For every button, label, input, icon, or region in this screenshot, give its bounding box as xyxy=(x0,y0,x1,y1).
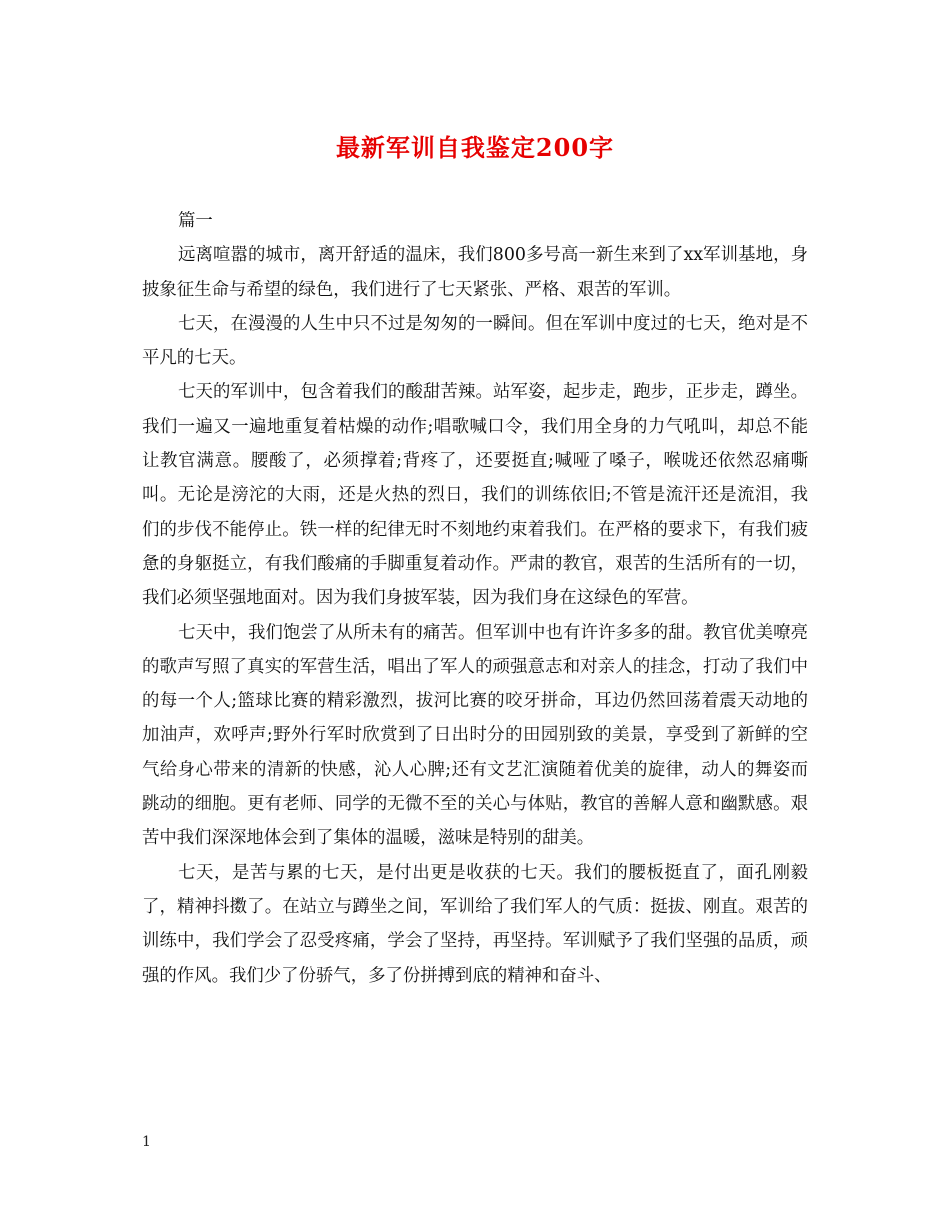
document-body xyxy=(142,204,808,993)
paragraph: 七天中，我们饱尝了从所未有的痛苦。但军训中也有许许多多的甜。教官优美嘹亮的歌声写照了真实的军营生活，唱出了军人的顽强意志和对亲人的挂念，打动了我们中的每一个人;篮球比赛的精彩激烈，拔河比赛的咬牙拼命，耳边仍然回荡着震天动地的加油声，欢呼声;野外行军时欣赏到了日出时分的田园别致的美景，享受到了新鲜的空气给身心带来的清新的快感，沁人心脾;还有文艺汇演随着优美的旋律，动人的舞姿而跳动的细胞。更有老师、同学的无微不至的关心与体贴，教官的善解人意和幽默感。艰苦中我们深深地体会到了集体的温暖，滋味是特别的甜美。 xyxy=(142,622,808,849)
page-number: 1 xyxy=(142,1134,151,1150)
paragraph: 七天的军训中，包含着我们的酸甜苦辣。站军姿，起步走，跑步，正步走，蹲坐。我们一遍又一遍地重复着枯燥的动作;唱歌喊口令，我们用全身的力气吼叫，却总不能让教官满意。腰酸了，必须撑着;背疼了，还要挺直;喊哑了嗓子，喉咙还依然忍痛嘶叫。无论是滂沱的大雨，还是火热的烈日，我们的训练依旧;不管是流汗还是流泪，我们的步伐不能停止。铁一样的纪律无时不刻地约束着我们。在严格的要求下，有我们疲惫的身躯挺立，有我们酸痛的手脚重复着动作。严肃的教官，艰苦的生活所有的一切，我们必须坚强地面对。因为我们身披军装，因为我们身在这绿色的军营。 xyxy=(142,382,808,609)
section-heading: 篇一 xyxy=(178,211,213,231)
page-title: 最新军训自我鉴定200字 xyxy=(335,133,615,162)
paragraph: 远离喧嚣的城市，离开舒适的温床，我们800多号高一新生来到了xx军训基地，身披象征生命与希望的绿色，我们进行了七天紧张、严格、艰苦的军训。 xyxy=(142,245,808,300)
paragraph: 七天，在漫漫的人生中只不过是匆匆的一瞬间。但在军训中度过的七天，绝对是不平凡的七天。 xyxy=(142,313,808,369)
paragraph: 七天，是苦与累的七天，是付出更是收获的七天。我们的腰板挺直了，面孔刚毅了，精神抖擞了。在站立与蹲坐之间，军训给了我们军人的气质：挺拔、刚直。艰苦的训练中，我们学会了忍受疼痛，学会了坚持，再坚持。军训赋予了我们坚强的品质，顽强的作风。我们少了份骄气，多了份拼搏到底的精神和奋斗、 xyxy=(142,862,808,986)
